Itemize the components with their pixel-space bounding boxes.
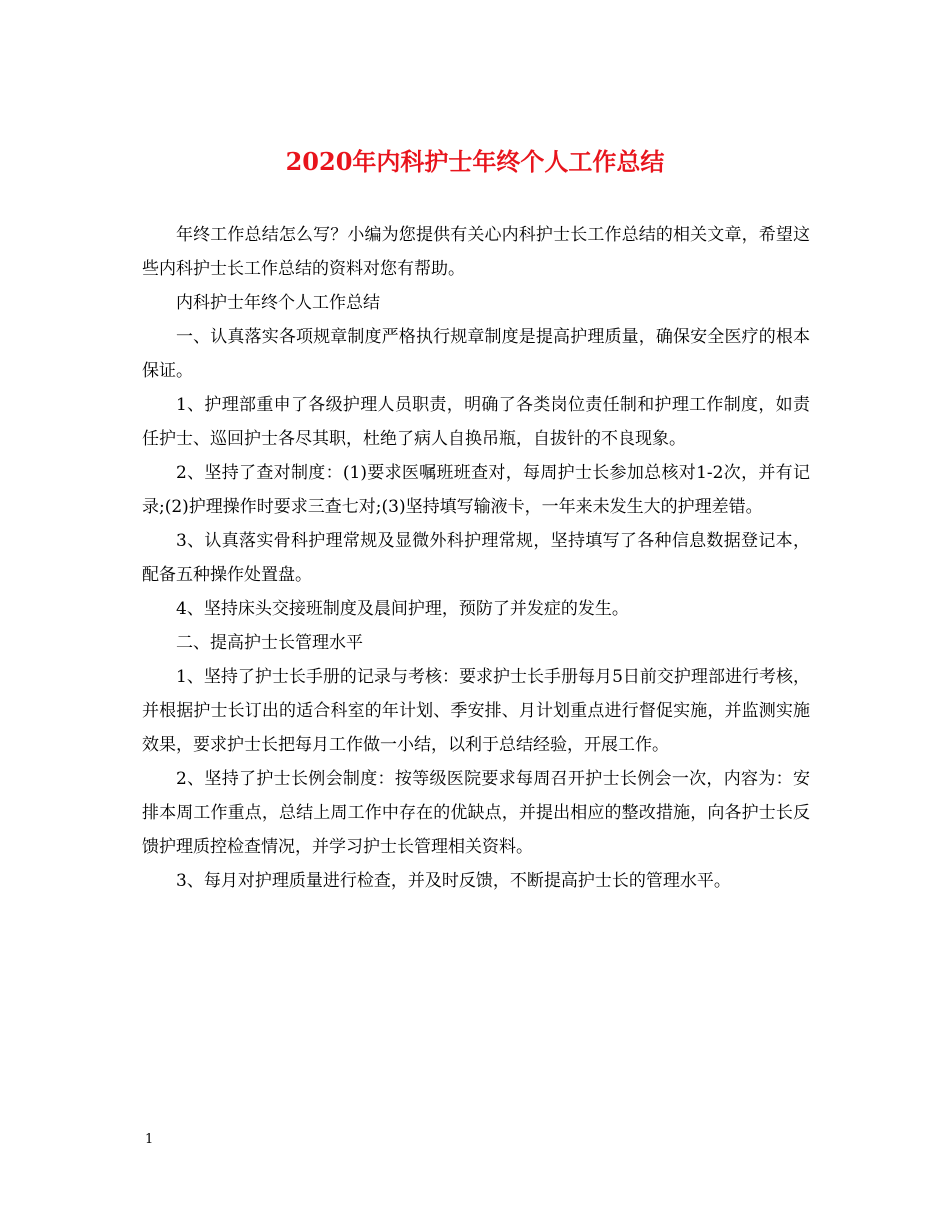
paragraph-item-2-2: 2、坚持了护士长例会制度：按等级医院要求每周召开护士长例会一次，内容为：安排本周工作重点，总结上周工作中存在的优缺点，并提出相应的整改措施，向各护士长反馈护理质控检查情况，并学习护士长管理相关资料。 (142, 769, 810, 857)
document-body (142, 218, 810, 898)
paragraph-intro: 年终工作总结怎么写？小编为您提供有关心内科护士长工作总结的相关文章，希望这些内科护士长工作总结的资料对您有帮助。 (142, 225, 810, 279)
paragraph-section-1: 一、认真落实各项规章制度严格执行规章制度是提高护理质量，确保安全医疗的根本保证。 (142, 327, 810, 381)
paragraph-item-1-2: 2、坚持了查对制度：(1)要求医嘱班班查对，每周护士长参加总核对1-2次，并有记录;(2)护理操作时要求三查七对;(3)坚持填写输液卡，一年来未发生大的护理差错。 (142, 463, 810, 517)
paragraph-section-2: 二、提高护士长管理水平 (176, 633, 363, 653)
paragraph-item-2-3: 3、每月对护理质量进行检查，并及时反馈，不断提高护士长的管理水平。 (176, 871, 731, 891)
paragraph-item-1-4: 4、坚持床头交接班制度及晨间护理，预防了并发症的发生。 (176, 599, 629, 619)
paragraph-item-1-1: 1、护理部重申了各级护理人员职责，明确了各类岗位责任制和护理工作制度，如责任护士、巡回护士各尽其职，杜绝了病人自换吊瓶，自拔针的不良现象。 (142, 395, 810, 449)
document-title: 2020年内科护士年终个人工作总结 (285, 147, 665, 176)
paragraph-item-1-3: 3、认真落实骨科护理常规及显微外科护理常规，坚持填写了各种信息数据登记本，配备五种操作处置盘。 (142, 531, 810, 585)
paragraph-subtitle: 内科护士年终个人工作总结 (176, 293, 380, 313)
paragraph-item-2-1: 1、坚持了护士长手册的记录与考核：要求护士长手册每月5日前交护理部进行考核，并根据护士长订出的适合科室的年计划、季安排、月计划重点进行督促实施，并监测实施效果，要求护士长把每月工作做一小结，以利于总结经验，开展工作。 (142, 667, 810, 755)
page-number: 1 (145, 1132, 154, 1147)
